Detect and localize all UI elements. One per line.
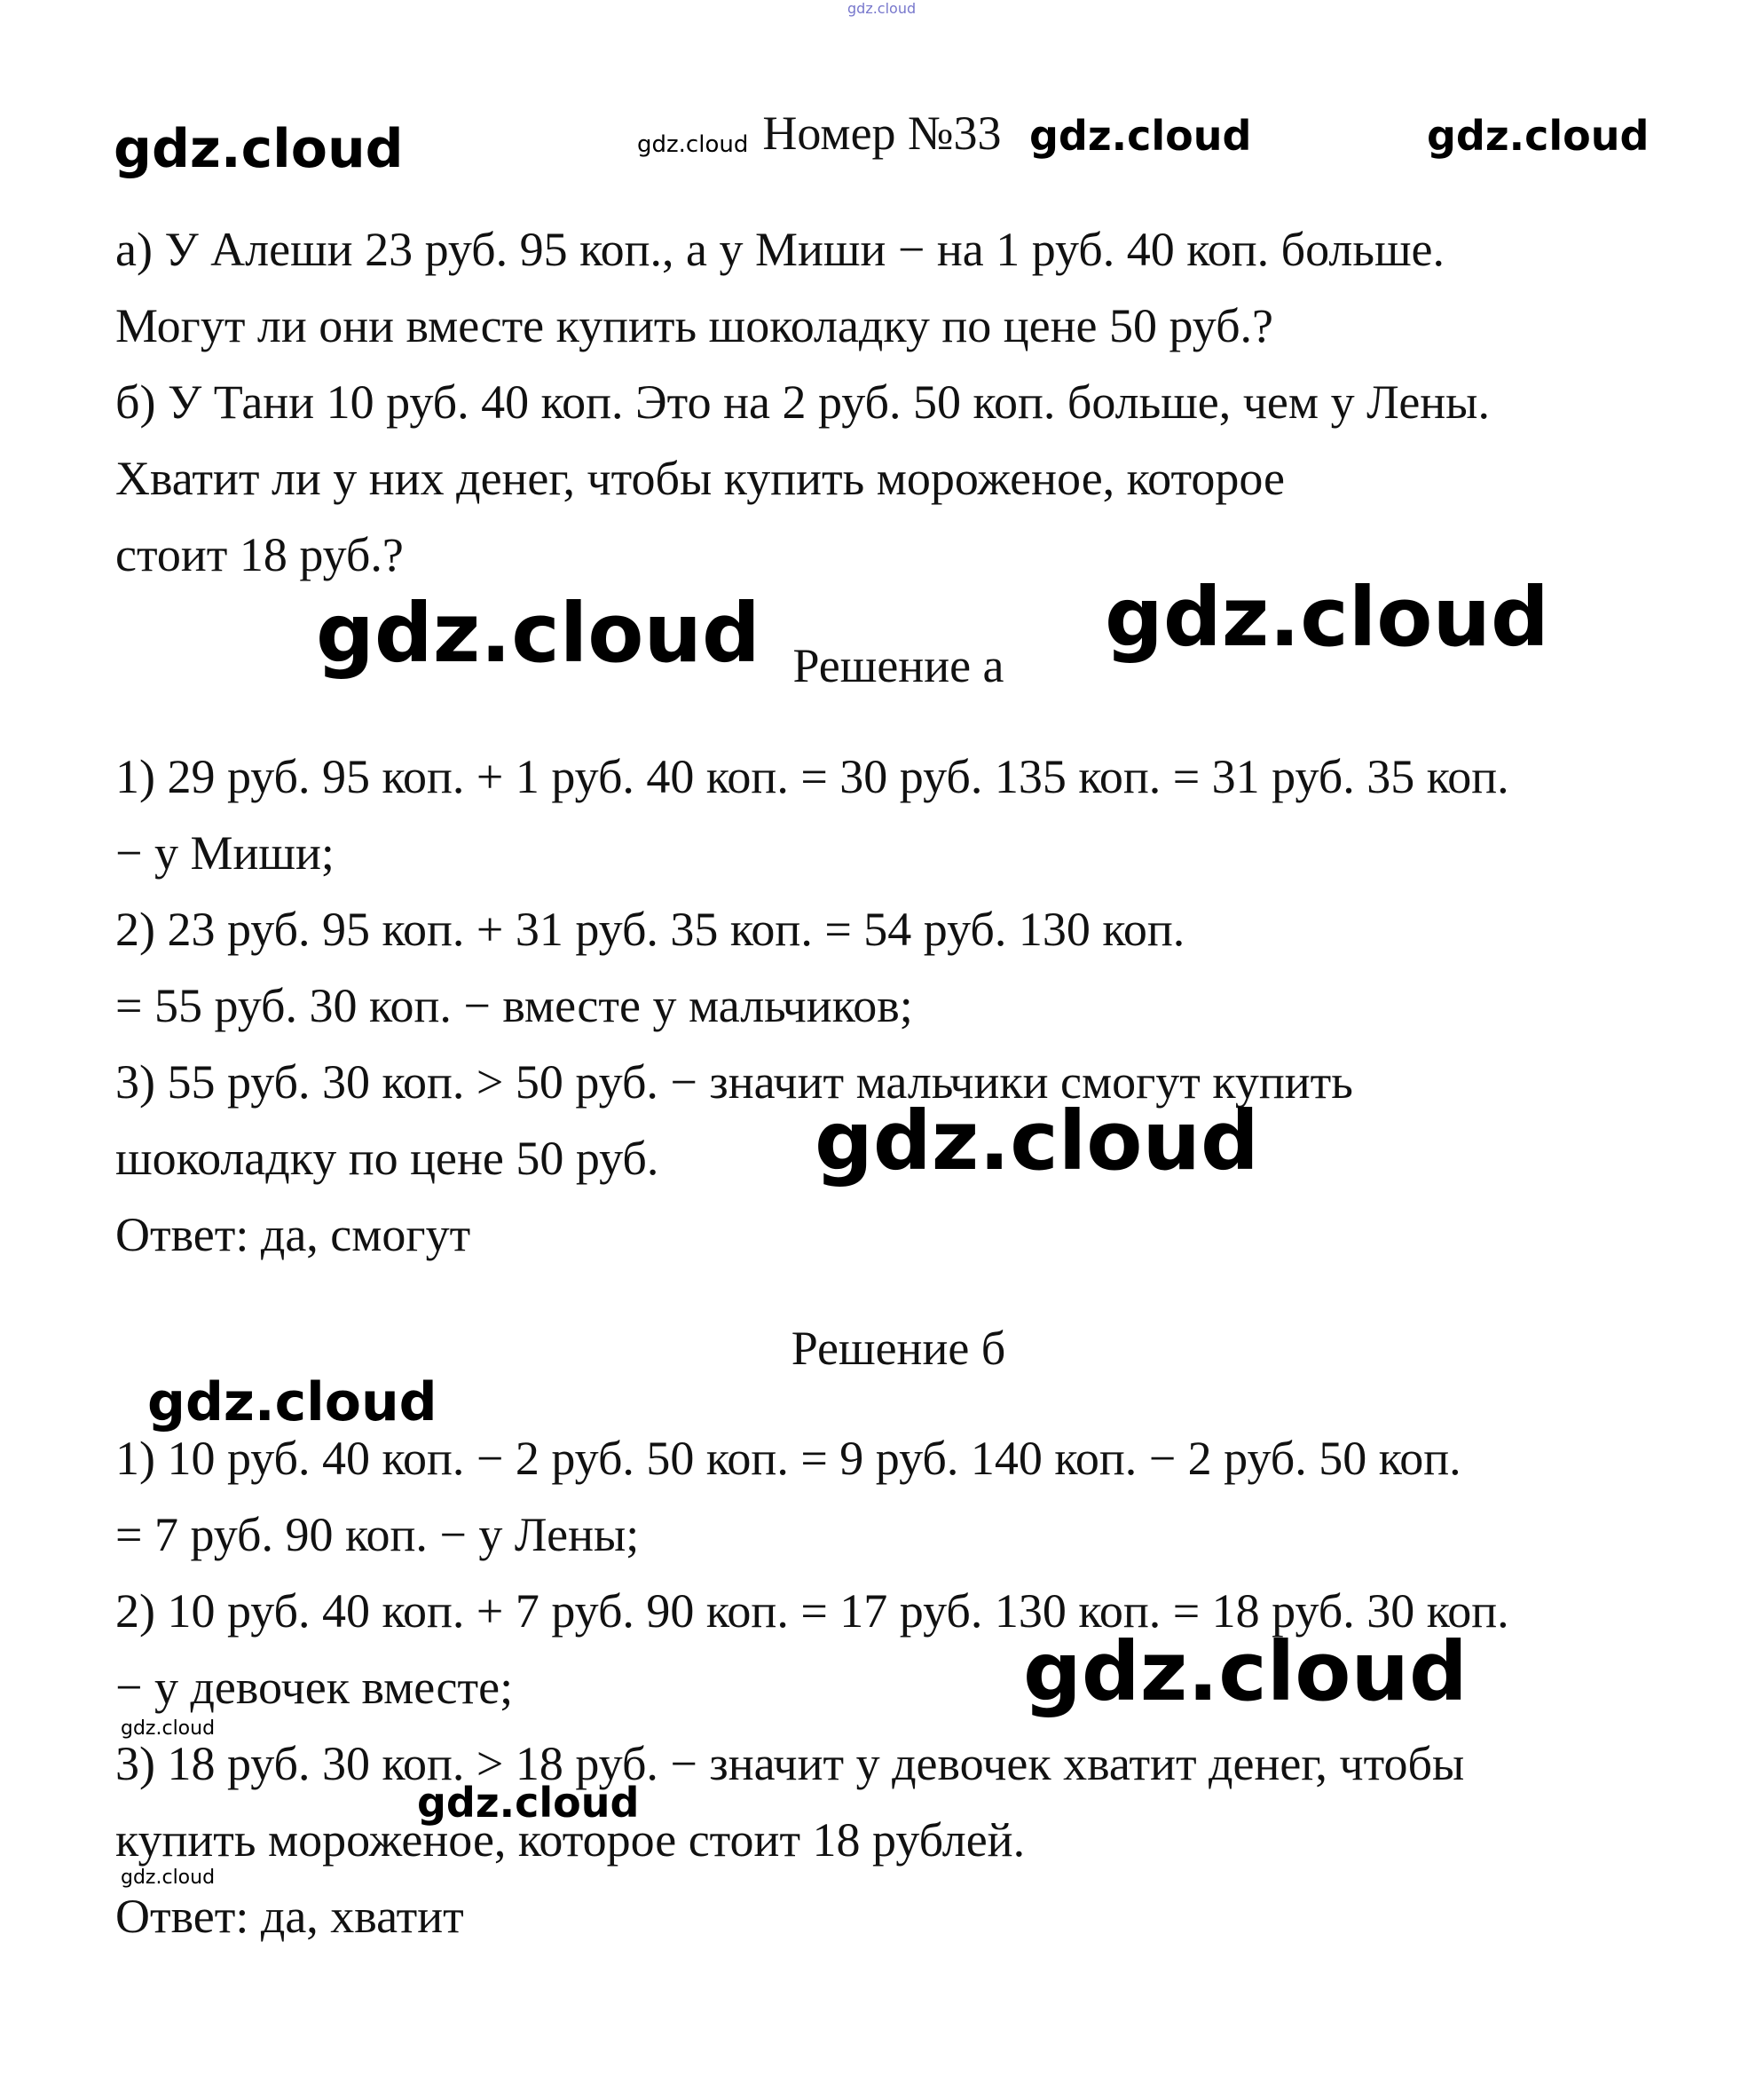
watermark: gdz.cloud: [316, 586, 760, 681]
watermark: gdz.cloud: [637, 131, 749, 158]
watermark: gdz.cloud: [417, 1779, 640, 1827]
watermark: gdz.cloud: [815, 1093, 1259, 1188]
answer-line: Ответ: да, хватит: [115, 1890, 464, 1943]
solution-line: − у Миши;: [115, 826, 335, 880]
solution-a-heading: Решение а: [792, 639, 1004, 692]
solution-line: шоколадку по цене 50 руб.: [115, 1132, 659, 1185]
watermark: gdz.cloud: [1023, 1624, 1468, 1719]
watermark: gdz.cloud: [121, 1867, 216, 1889]
problem-line: Могут ли они вместе купить шоколадку по цене 50 руб.?: [115, 299, 1274, 352]
watermark: gdz.cloud: [1105, 570, 1549, 665]
watermark: gdz.cloud: [847, 0, 917, 17]
solution-line: 3) 55 руб. 30 коп. > 50 руб. − значит мальчики смогут купить: [115, 1055, 1353, 1109]
page-title: Номер №33: [762, 107, 1002, 160]
problem-statement: [115, 211, 1677, 593]
solution-line: купить мороженое, которое стоит 18 рублей.: [115, 1813, 1026, 1867]
solution-b-heading: Решение б: [791, 1322, 1006, 1375]
watermark: gdz.cloud: [147, 1371, 437, 1433]
answer-line: Ответ: да, смогут: [115, 1208, 471, 1261]
problem-line: стоит 18 руб.?: [115, 528, 404, 581]
solution-a: [115, 738, 1677, 1273]
solution-line: − у девочек вместе;: [115, 1661, 514, 1714]
solution-line: = 7 руб. 90 коп. − у Лены;: [115, 1508, 640, 1561]
solution-line: 1) 29 руб. 95 коп. + 1 руб. 40 коп. = 30 руб. 135 коп. = 31 руб. 35 коп.: [115, 750, 1509, 803]
problem-line: а) У Алеши 23 руб. 95 коп., а у Миши − на 1 руб. 40 коп. больше.: [115, 223, 1445, 276]
watermark: gdz.cloud: [121, 1717, 216, 1740]
watermark: gdz.cloud: [1427, 112, 1650, 160]
solution-line: 2) 23 руб. 95 коп. + 31 руб. 35 коп. = 54 руб. 130 коп.: [115, 903, 1185, 956]
watermark: gdz.cloud: [114, 118, 404, 180]
solution-line: = 55 руб. 30 коп. − вместе у мальчиков;: [115, 979, 913, 1032]
solution-line: 1) 10 руб. 40 коп. − 2 руб. 50 коп. = 9 руб. 140 коп. − 2 руб. 50 коп.: [115, 1432, 1461, 1485]
problem-line: б) У Тани 10 руб. 40 коп. Это на 2 руб. 50 коп. больше, чем у Лены.: [115, 375, 1490, 429]
solution-line: 3) 18 руб. 30 коп. > 18 руб. − значит у девочек хватит денег, чтобы: [115, 1737, 1465, 1790]
solution-line: 2) 10 руб. 40 коп. + 7 руб. 90 коп. = 17 руб. 130 коп. = 18 руб. 30 коп.: [115, 1584, 1509, 1638]
watermark: gdz.cloud: [1029, 112, 1252, 160]
problem-line: Хватит ли у них денег, чтобы купить мороженое, которое: [115, 452, 1285, 505]
